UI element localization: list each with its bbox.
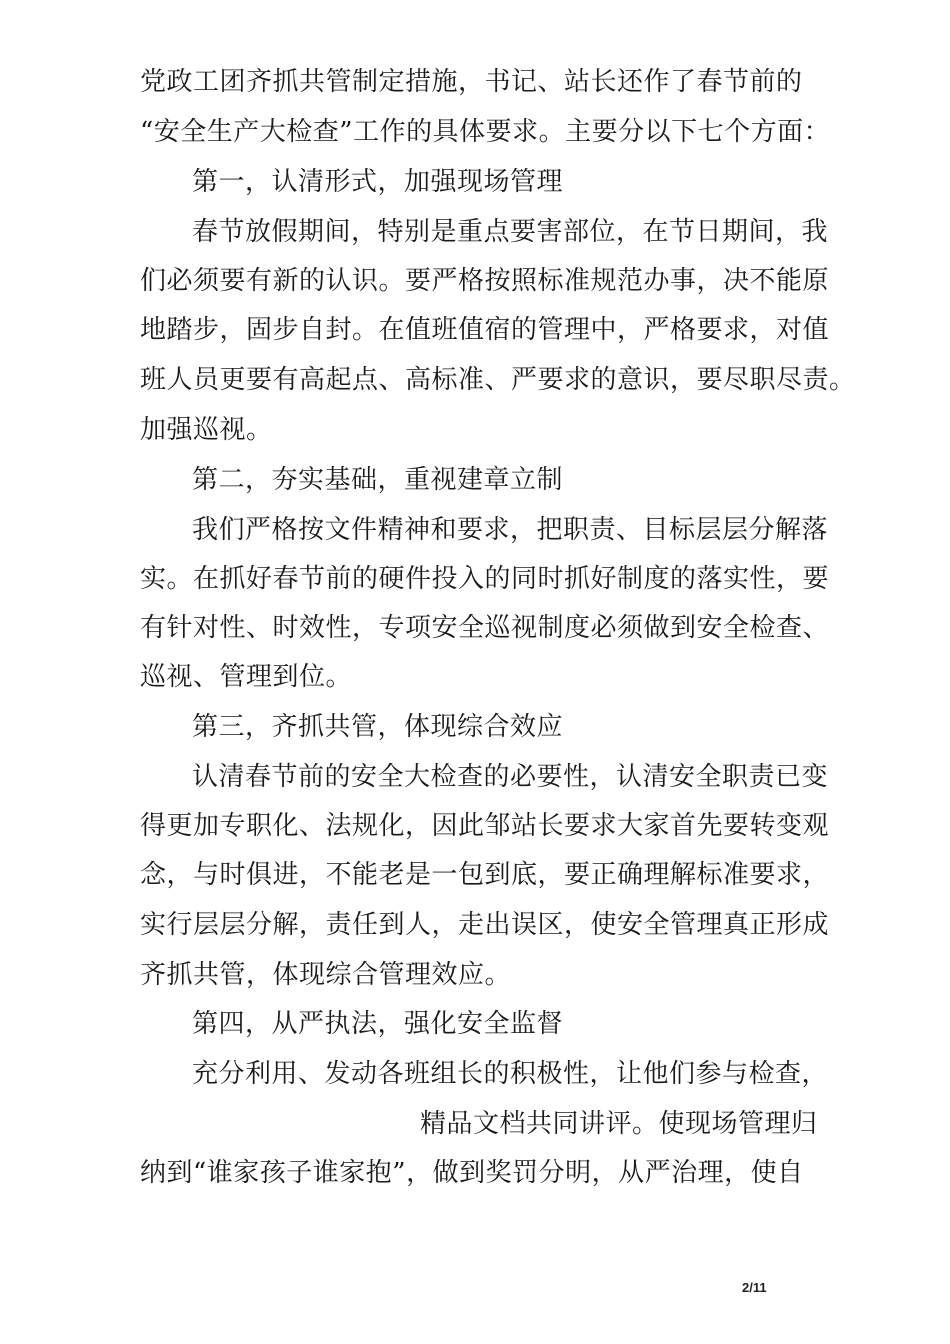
text-line: 们必须要有新的认识。要严格按照标准规范办事，决不能原	[140, 266, 830, 296]
text-line: 春节放假期间，特别是重点要害部位，在节日期间，我	[192, 217, 829, 247]
page-number: 2/11	[742, 1280, 767, 1295]
text-line: 纳到“谁家孩子谁家抱”，做到奖罚分明，从严治理，使自	[140, 1158, 804, 1188]
text-line: 充分利用、发动各班组长的积极性，让他们参与检查，	[192, 1059, 829, 1089]
section-heading: 第二，夯实基础，重视建章立制	[192, 465, 564, 495]
text-line: 地踏步，固步自封。在值班值宿的管理中，严格要求，对值	[140, 315, 830, 345]
text-line: 我们严格按文件精神和要求，把职责、目标层层分解落	[192, 515, 829, 545]
text-line: 实。在抓好春节前的硬件投入的同时抓好制度的落实性，要	[140, 564, 830, 594]
text-line: 班人员更要有高起点、高标准、严要求的意识，要尽职尽责。	[140, 365, 856, 395]
text-line: 加强巡视。	[140, 415, 273, 445]
text-line: 认清春节前的安全大检查的必要性，认清安全职责已变	[192, 762, 829, 792]
text-line: 念，与时俱进，不能老是一包到底，要正确理解标准要求，	[140, 860, 830, 890]
text-line: 得更加专职化、法规化，因此邹站长要求大家首先要转变观	[140, 811, 830, 841]
text-line: 精品文档共同讲评。使现场管理归	[420, 1109, 818, 1139]
text-line: 齐抓共管，体现综合管理效应。	[140, 960, 512, 990]
text-line: 有针对性、时效性，专项安全巡视制度必须做到安全检查、	[140, 613, 830, 643]
text-line: 党政工团齐抓共管制定措施，书记、站长还作了春节前的	[140, 67, 803, 97]
text-line: “安全生产大检查”工作的具体要求。主要分以下七个方面：	[140, 117, 831, 147]
section-heading: 第一，认清形式，加强现场管理	[192, 167, 564, 197]
text-line: 实行层层分解，责任到人，走出误区，使安全管理真正形成	[140, 910, 830, 940]
section-heading: 第三，齐抓共管，体现综合效应	[192, 712, 564, 742]
section-heading: 第四，从严执法，强化安全监督	[192, 1009, 564, 1039]
text-line: 巡视、管理到位。	[140, 662, 353, 692]
